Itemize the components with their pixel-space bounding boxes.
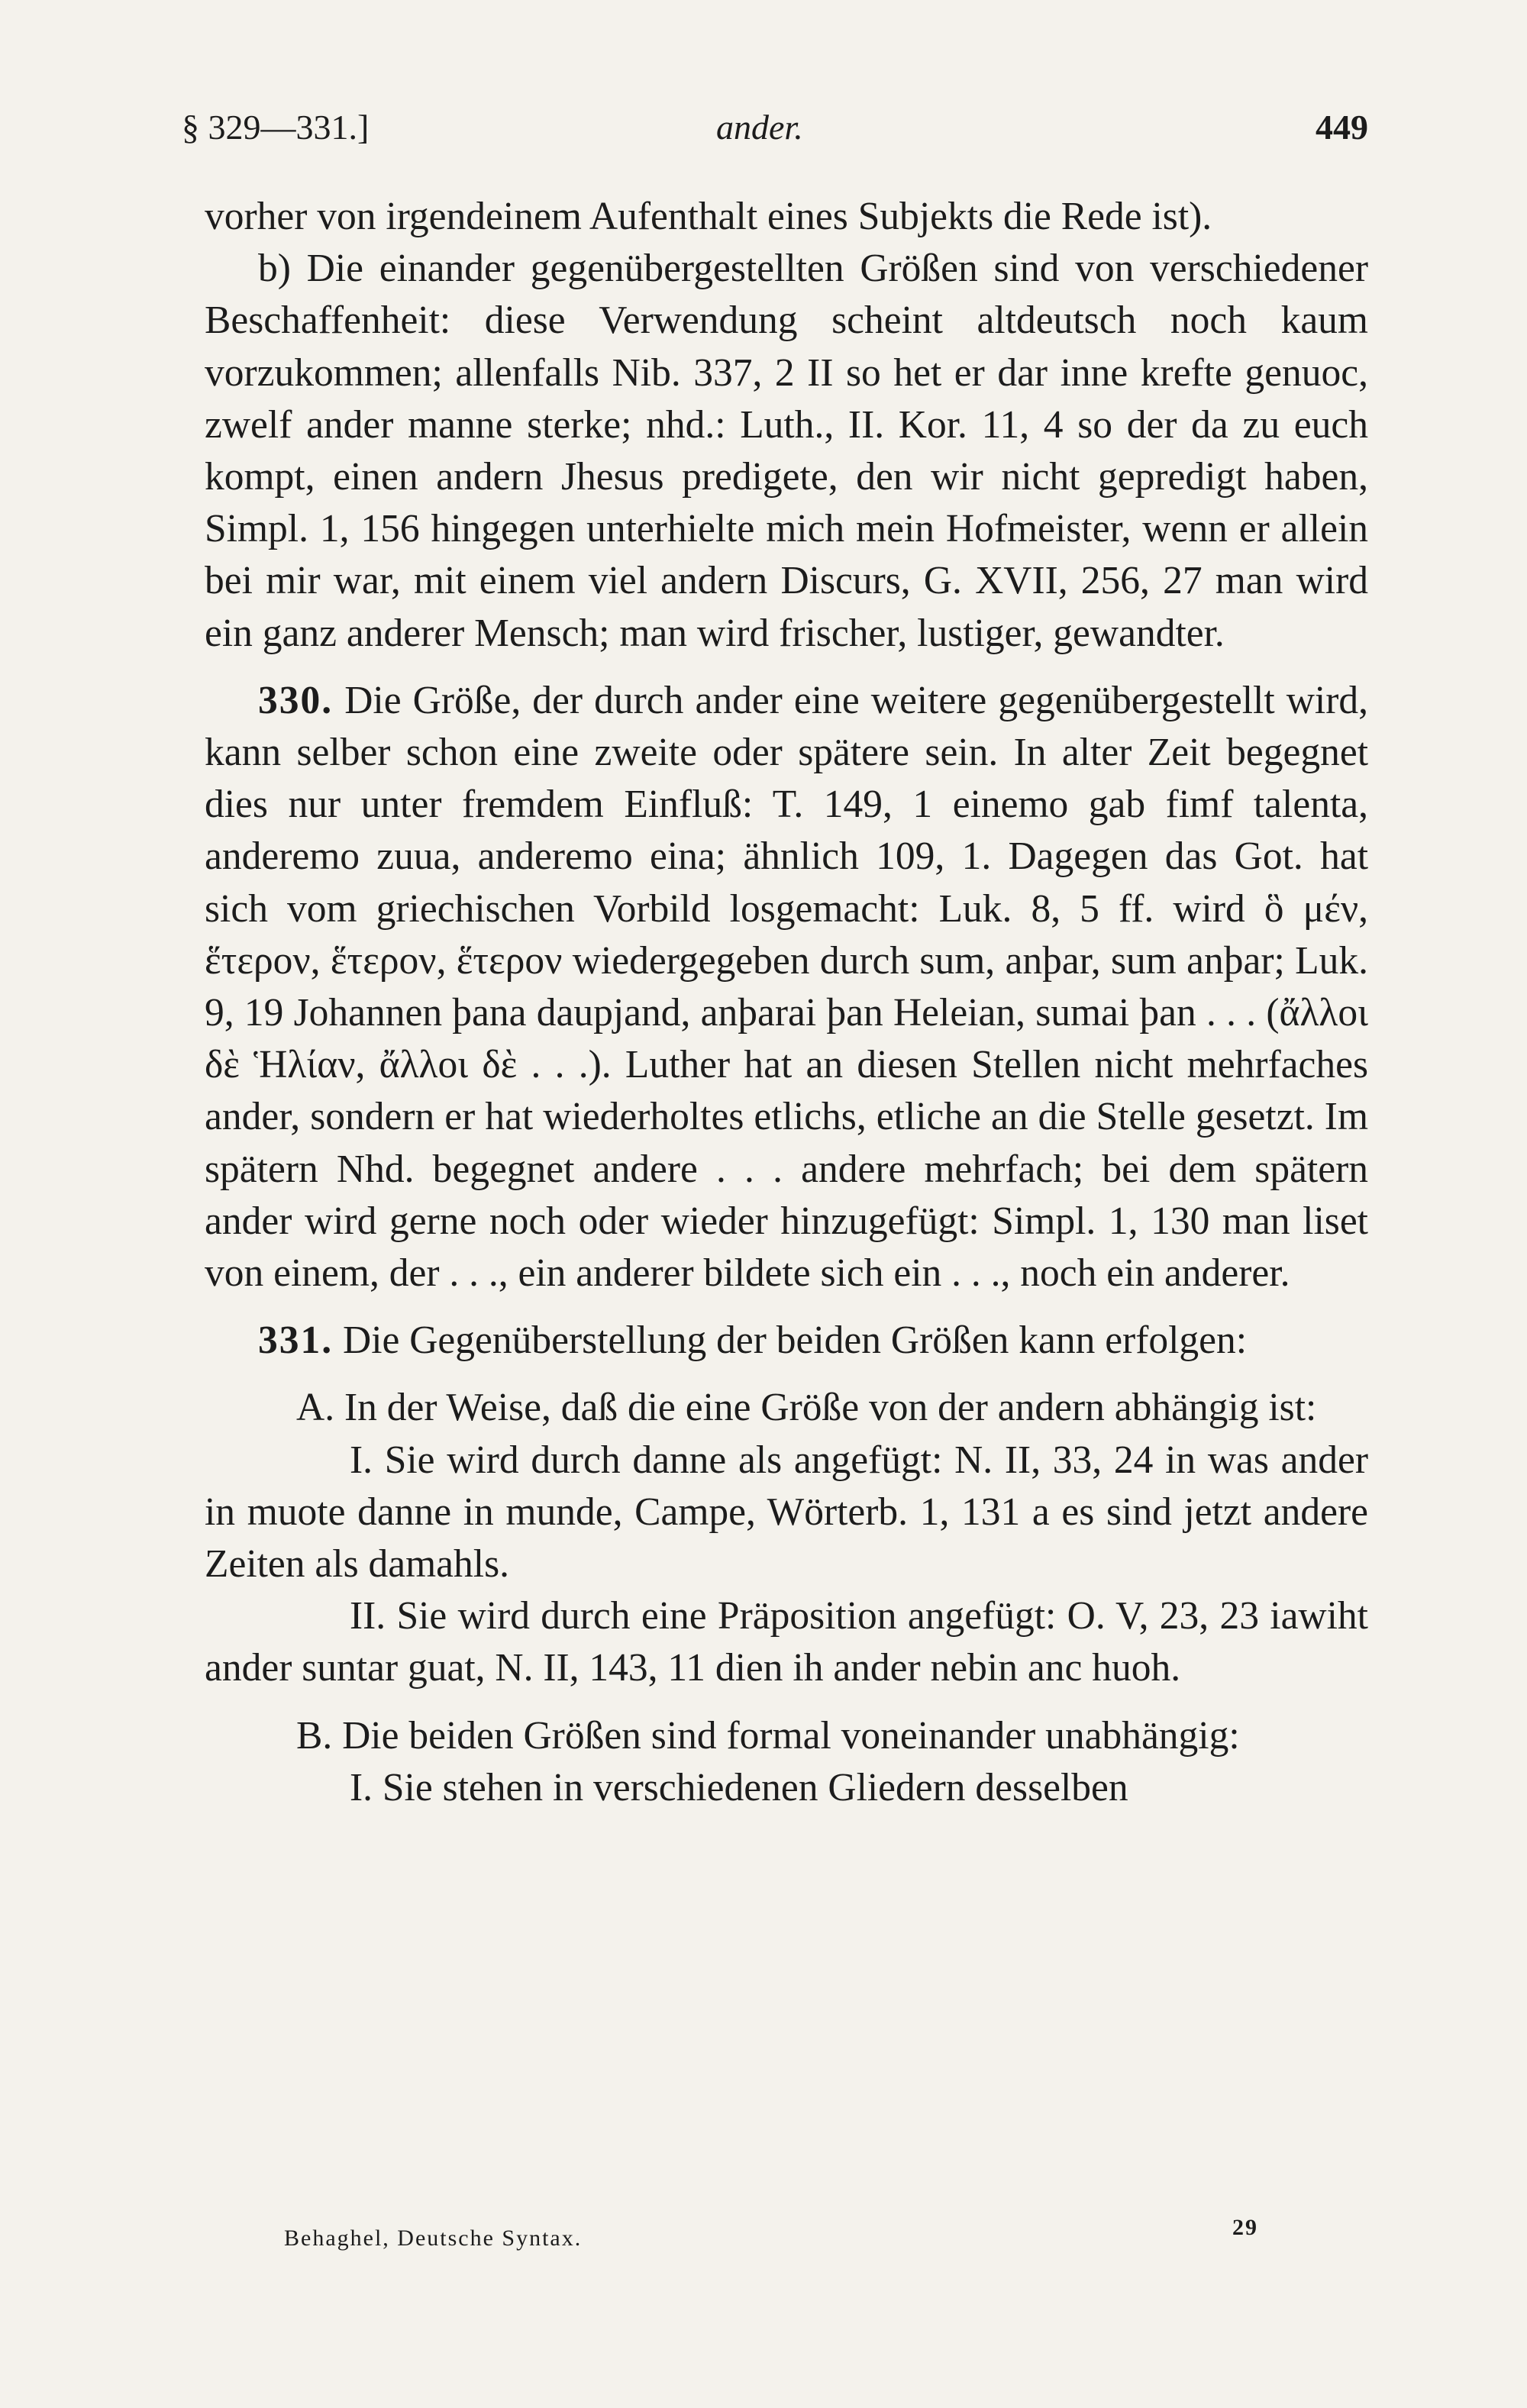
paragraph-continuation: vorher von irgendeinem Aufenthalt eines Subjekts die Rede ist). <box>205 195 1212 238</box>
section-text: Die Gegenüberstellung der beiden Größen kann erfolgen: <box>343 1319 1248 1363</box>
section-text: Die Größe, der durch ander eine weitere gegenübergestellt wird, kann selber schon eine zweite oder spätere sein. In alter Zeit begegnet dies nur unter fremdem Einfluß: T. 149, 1 einemo gab fimf talenta, anderemo zuua, anderemo eina; ähnlich 109, 1. Dagegen das Got. hat sich vom griechischen Vorbild losgemacht: Luk. 8, 5 ff. wird ὃ μέν, ἕτερον, ἕτερον, ἕτερον wiedergegeben durch sum, anþar, sum anþar; Luk. 9, 19 Johannen þana daupjand, anþarai þan Heleian, sumai þan . . . (ἄλλοι δὲ Ἡλίαν, ἄλλοι δὲ . . .). Luther hat an diesen Stellen nicht mehrfaches ander, sondern er hat wiederholtes etlichs, etliche an die Stelle gesetzt. Im spätern Nhd. begegnet andere . . . andere mehrfach; bei dem spätern ander wird gerne noch oder wieder hinzugefügt: Simpl. 1, 130 man liset von einem, der . . ., ein anderer bildete sich ein . . ., noch ein anderer. <box>205 678 1368 1296</box>
sheet-number: 29 <box>1232 2215 1258 2240</box>
running-title: ander. <box>716 108 803 147</box>
point-b-i: I. Sie stehen in verschiedenen Gliedern desselben <box>350 1765 1128 1809</box>
paragraph-b: b) Die einander gegenübergestellten Größen sind von verschiedener Beschaffenheit: diese Verwendung scheint altdeutsch noch kaum vorzukommen; allenfalls Nib. 337, 2 II so het er dar inne krefte genuoc, zwelf ander manne sterke; nhd.: Luth., II. Kor. 11, 4 so der da zu euch kompt, einen andern Jhesus predigete, den wir nicht gepredigt haben, Simpl. 1, 156 hingegen unterhielte mich mein Hofmeister, wenn er allein bei mir war, mit einem viel andern Discurs, G. XVII, 256, 27 man wird ein ganz anderer Mensch; man wird frischer, lustiger, gewandter. <box>205 247 1368 655</box>
point-a: A. In der Weise, daß die eine Größe von der andern abhängig ist: <box>296 1386 1317 1430</box>
section-number: 331. <box>258 1319 334 1363</box>
point-a-ii: II. Sie wird durch eine Präposition angefügt: O. V, 23, 23 iawiht ander suntar guat, N. II, 143, 11 dien ih ander nebin anc huoh. <box>205 1594 1368 1690</box>
page-body <box>205 191 1368 1814</box>
point-b: B. Die beiden Größen sind formal voneinander unabhängig: <box>296 1713 1240 1758</box>
running-header <box>182 107 1368 156</box>
section-range: § 329—331.] <box>182 108 370 147</box>
point-a-i: I. Sie wird durch danne als angefügt: N. II, 33, 24 in was ander in muote danne in munde, Campe, Wörterb. 1, 131 a es sind jetzt andere Zeiten als damahls. <box>205 1438 1368 1587</box>
section-number: 330. <box>258 678 334 722</box>
section-330 <box>205 675 1368 1299</box>
page-number: 449 <box>1316 108 1368 147</box>
signature-mark: Behaghel, Deutsche Syntax. <box>284 2226 583 2251</box>
section-331 <box>205 1315 1368 1367</box>
